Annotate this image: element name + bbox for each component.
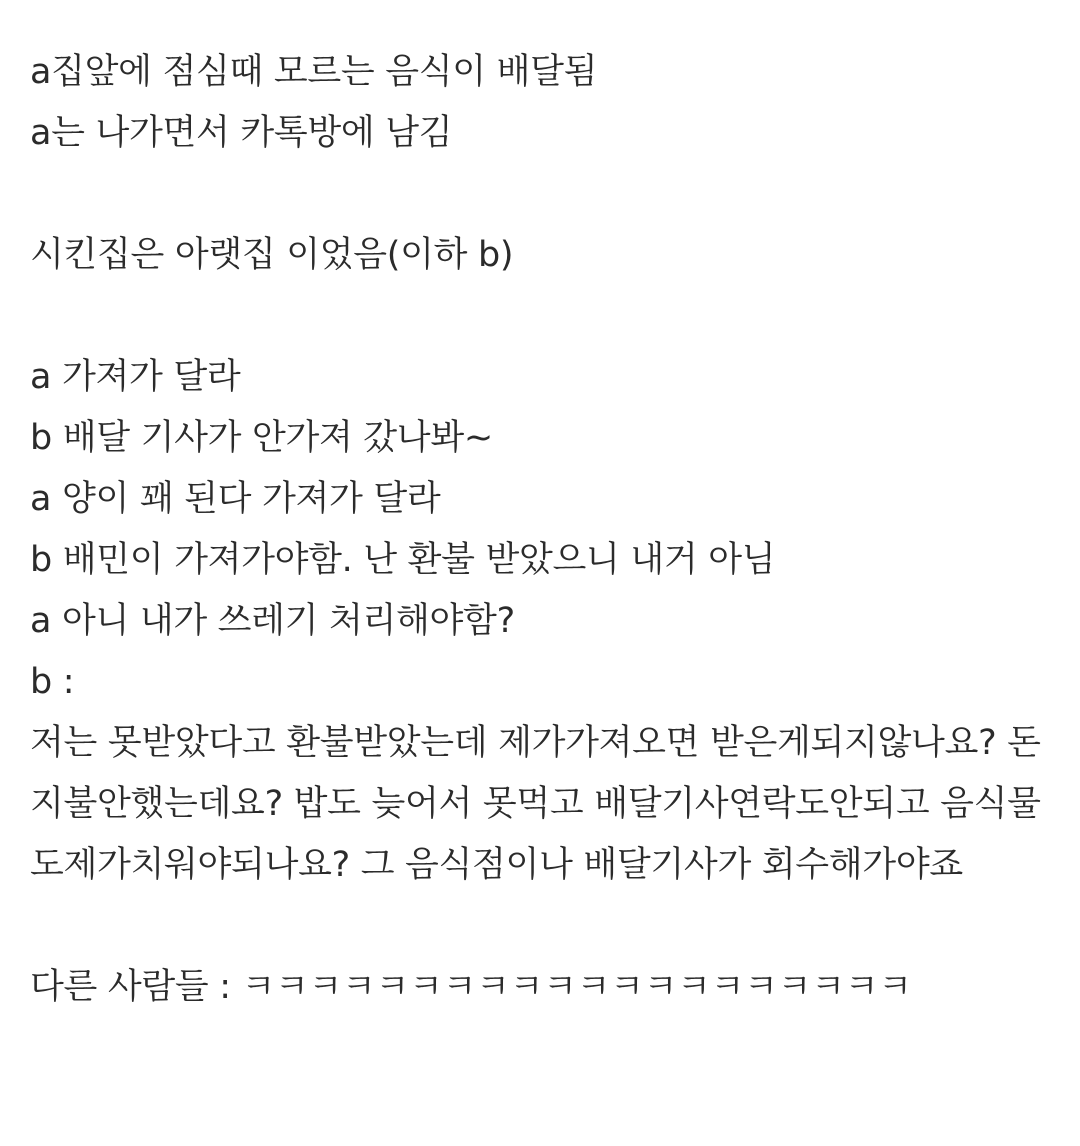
text-line-chat-2: b 배달 기사가 안가져 갔나봐~ [30,418,493,458]
paragraph-spacer-2 [30,286,1050,347]
paragraph-spacer-3 [30,896,1050,957]
chat-transcript-block [30,347,1050,896]
text-paragraph-quote-1: 저는 못받았다고 환불받았는데 제가가져오면 받은게되지않나요? 돈지불안했는데요? 밥도 늦어서 못먹고 배달기사연락도안되고 음식물도제가치워야되나요? 그 음식점이나 배달기사가 회수해가야죠 [30,723,1041,885]
text-line-intro-1: a집앞에 점심때 모르는 음식이 배달됨 [30,52,598,92]
text-line-chat-4: b 배민이 가져가야함. 난 환불 받았으니 내거 아님 [30,540,776,580]
text-line-chat-5: a 아니 내가 쓰레기 처리해야함? [30,601,515,641]
paragraph-spacer-1 [30,164,1050,225]
context-block [30,225,1050,286]
text-line-reaction-1: 다른 사람들 : ㅋㅋㅋㅋㅋㅋㅋㅋㅋㅋㅋㅋㅋㅋㅋㅋㅋㅋㅋㅋ [30,967,912,1007]
intro-block [30,42,1050,164]
text-line-intro-2: a는 나가면서 카톡방에 남김 [30,113,453,153]
reaction-block [30,957,1050,1018]
text-line-chat-6: b : [30,662,75,702]
text-line-context-1: 시킨집은 아랫집 이었음(이하 b) [30,235,514,275]
text-line-chat-3: a 양이 꽤 된다 가져가 달라 [30,479,441,519]
text-line-chat-1: a 가져가 달라 [30,357,241,397]
